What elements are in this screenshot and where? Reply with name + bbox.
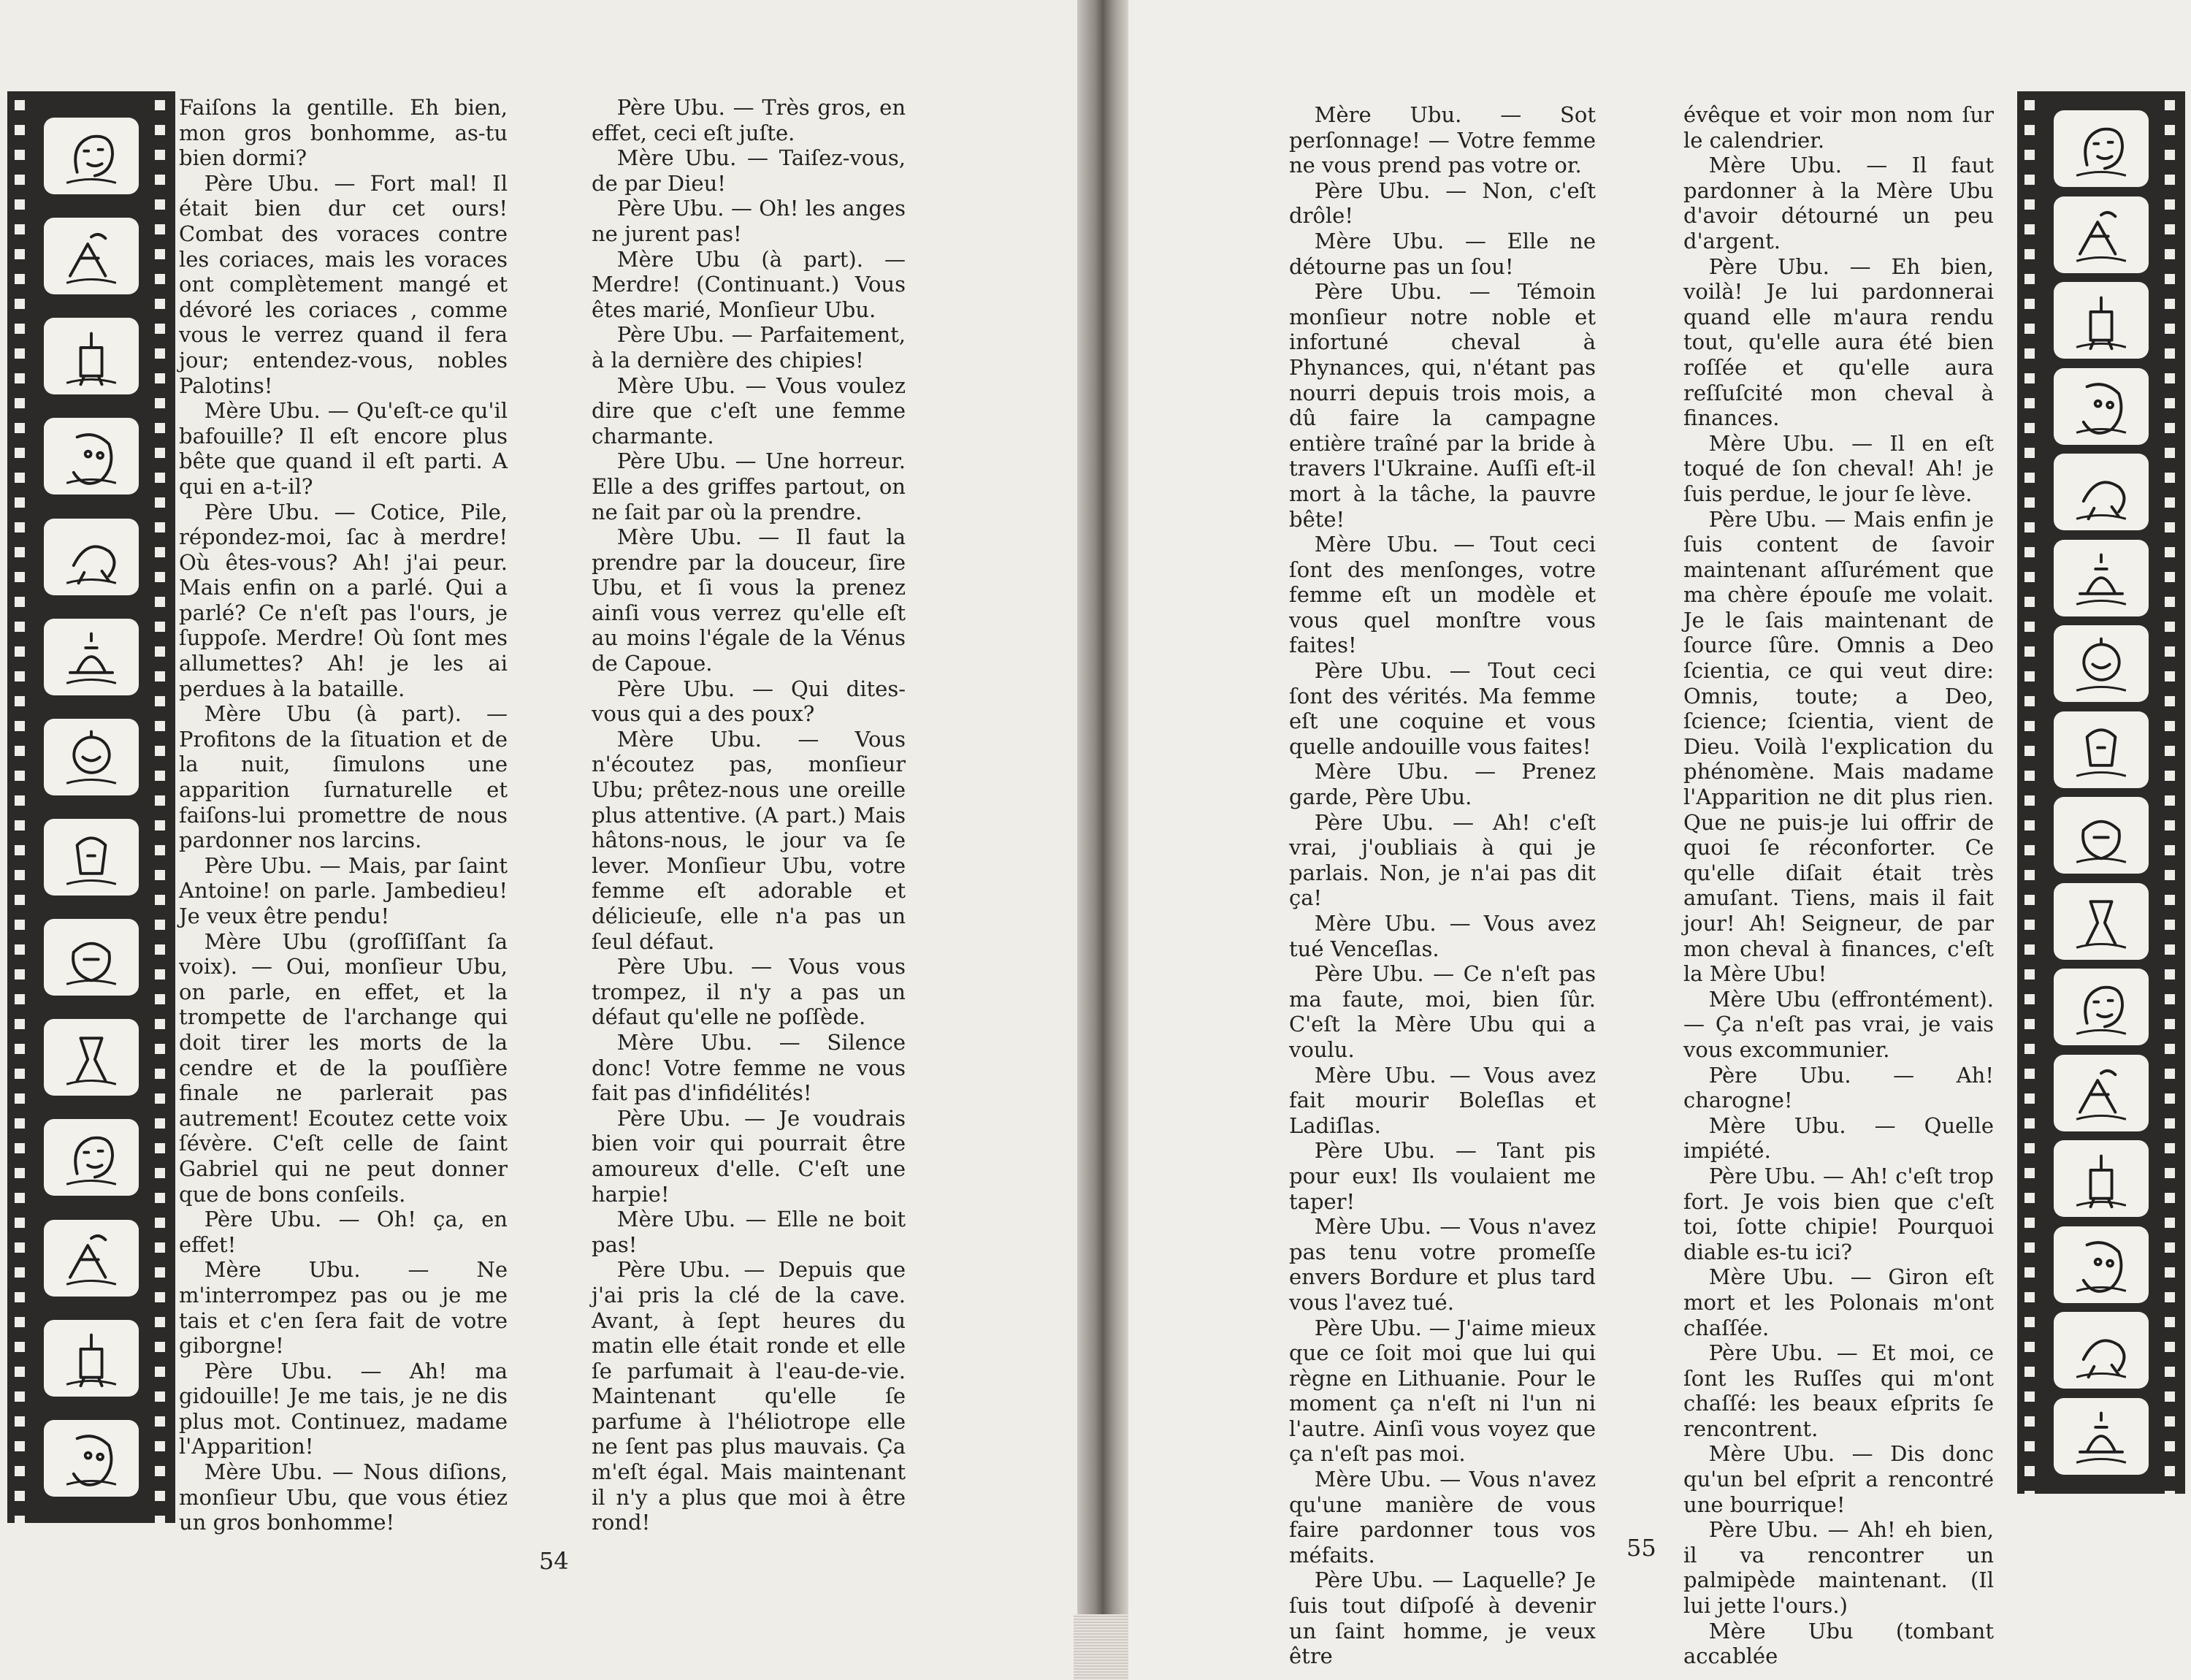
- figure-icon: [2061, 1231, 2141, 1298]
- dialogue-paragraph: Père Ubu. — Qui dites-vous qui a des poux?: [592, 676, 906, 727]
- ship-figure-icon: [51, 223, 131, 290]
- dialogue-paragraph: Mère Ubu. — Sot perſonnage! — Votre femme ne vous prend pas votre or.: [1289, 102, 1596, 178]
- left-column-1: [179, 95, 508, 1535]
- film-frame: [44, 218, 139, 294]
- film-frame: [2054, 969, 2149, 1045]
- film-frame: [2054, 711, 2149, 788]
- dialogue-paragraph: Père Ubu. — Eh bien, voilà! Je lui pardonnerai quand elle m'aura rendu tout, qu'elle aura été bien roſſée et qu'elle aura reſſuſcité mon cheval à finances.: [1683, 253, 1994, 431]
- film-frame: [2054, 1055, 2149, 1131]
- dialogue-paragraph: Père Ubu. — Depuis que j'ai pris la clé de la cave. Avant, à ſept heures du matin elle était ronde et elle ſe parfumait à l'eau-de-vie. Maintenant qu'elle ſe parfume à l'héliotrope elle ne ſent pas plus mauvais. Ça m'eſt égal. Mais maintenant il n'y a plus que moi à être rond!: [592, 1257, 906, 1535]
- figure-icon: [2061, 716, 2141, 783]
- dialogue-paragraph: Faiſons la gentille. Eh bien, mon gros bonhomme, as-tu bien dormi?: [179, 95, 508, 171]
- dialogue-paragraph: Père Ubu. — Témoin monſieur notre noble et infortuné cheval à Phynances, qui, n'étant pas nourri depuis trois mois, a dû faire la campagne entière traîné par la bride à travers l'Ukraine. Auſſi eſt-il mort à la tâche, la pauvre bête!: [1289, 279, 1596, 532]
- figure-icon: [51, 824, 131, 891]
- film-frame: [2054, 1312, 2149, 1389]
- film-frame: [44, 1019, 139, 1096]
- dialogue-paragraph: Mère Ubu. — Elle ne détourne pas un ſou!: [1289, 228, 1596, 279]
- figure-icon: [51, 924, 131, 991]
- figure-icon: [2061, 1317, 2141, 1384]
- dialogue-paragraph: Père Ubu. — Tout ceci ſont des vérités. Ma femme eſt une coquine et vous quelle andouille vous faites!: [1289, 658, 1596, 759]
- beast-icon: [51, 1224, 131, 1291]
- elephant-icon: [51, 1424, 131, 1492]
- dialogue-paragraph: Père Ubu. — Fort mal! Il était bien dur cet ours! Combat des voraces contre les coriaces, mais les voraces ont complètement mangé et dévoré les coriaces , comme vous le verrez quand il fera jour; entendez-vous, nobles Palotins!: [179, 170, 508, 398]
- dialogue-paragraph: Mère Ubu (à part). — Merdre! (Continuant.) Vous êtes marié, Monſieur Ubu.: [592, 246, 906, 322]
- film-frame: [44, 719, 139, 795]
- dialogue-paragraph: Mère Ubu. — Dis donc qu'un bel eſprit a rencontré une bourrique!: [1683, 1441, 1994, 1517]
- dialogue-paragraph: Père Ubu. — Une horreur. Elle a des griffes partout, on ne ſait par où la prendre.: [592, 448, 906, 524]
- dialogue-paragraph: Père Ubu. — Ah! eh bien, il va rencontrer un palmipède maintenant. (Il lui jette l'ours.): [1683, 1517, 1994, 1619]
- film-frame: [44, 1320, 139, 1397]
- figure-icon: [2061, 974, 2141, 1041]
- dialogue-paragraph: Mère Ubu. — Taiſez-vous, de par Dieu!: [592, 145, 906, 196]
- dialogue-paragraph: Père Ubu. — Je voudrais bien voir qui pourrait être amoureux d'elle. C'eſt une harpie!: [592, 1105, 906, 1207]
- rider-icon: [51, 623, 131, 690]
- dialogue-paragraph: Père Ubu. — Ah! c'eſt vrai, j'oubliais à qui je parlais. Non, je n'ai pas dit ça!: [1289, 809, 1596, 911]
- dialogue-paragraph: Père Ubu. — Oh! ça, en effet!: [179, 1207, 508, 1257]
- left-column-2: [592, 95, 906, 1535]
- dialogue-paragraph: Mère Ubu (tombant accablée: [1683, 1618, 1994, 1669]
- film-frame: [44, 1119, 139, 1196]
- dialogue-paragraph: Mère Ubu. — Prenez garde, Père Ubu.: [1289, 759, 1596, 810]
- dialogue-paragraph: Père Ubu. — Parfaitement, à la dernière des chipies!: [592, 322, 906, 373]
- dialogue-paragraph: Mère Ubu. — Vous n'avez pas tenu votre promeſſe envers Bordure et plus tard vous l'avez tué.: [1289, 1214, 1596, 1315]
- right-column-2: [1683, 102, 1994, 1669]
- film-strip-left: [7, 91, 175, 1523]
- face-icon: [2061, 115, 2141, 183]
- film-frame: [44, 318, 139, 394]
- figure-icon: [2061, 459, 2141, 526]
- film-frame: [44, 919, 139, 996]
- figure-icon: [2061, 1145, 2141, 1213]
- figure-icon: [51, 1024, 131, 1091]
- film-frame: [44, 1420, 139, 1497]
- dialogue-paragraph: Mère Ubu. — Il faut la prendre par la douceur, ſire Ubu, et ſi vous la prenez ainſi vous verrez qu'elle eſt au moins l'égale de la Vénus de Capoue.: [592, 524, 906, 676]
- figure-icon: [2061, 1059, 2141, 1126]
- page-edges: [1074, 1614, 1132, 1680]
- film-frame: [2054, 196, 2149, 273]
- film-frame: [2054, 1140, 2149, 1217]
- figure-icon: [51, 523, 131, 590]
- dialogue-paragraph: Mère Ubu. — Qu'eſt-ce qu'il bafouille? Il eſt encore plus bête que quand il eſt parti. A qui en a-t-il?: [179, 398, 508, 499]
- film-frame: [44, 819, 139, 896]
- dialogue-paragraph: Mère Ubu. — Tout ceci ſont des menſonges, votre femme eſt un modèle et vous quel monſtre vous faites!: [1289, 532, 1596, 658]
- film-frame: [44, 619, 139, 695]
- dialogue-paragraph: Père Ubu. — Laquelle? Je ſuis tout diſpoſé à devenir un ſaint homme, je veux être: [1289, 1568, 1596, 1669]
- figure-icon: [2061, 201, 2141, 268]
- dialogue-paragraph: Père Ubu. — Oh! les anges ne jurent pas!: [592, 196, 906, 246]
- film-frame: [2054, 1398, 2149, 1475]
- dialogue-paragraph: Père Ubu. — Non, c'eſt drôle!: [1289, 177, 1596, 229]
- dialogue-paragraph: Mère Ubu (effrontément). — Ça n'eſt pas vrai, je vais vous excommunier.: [1683, 986, 1994, 1062]
- page-number-right: 55: [1626, 1534, 1656, 1562]
- film-frame: [44, 519, 139, 595]
- dialogue-paragraph: Mère Ubu. — Vous voulez dire que c'eſt une femme charmante.: [592, 373, 906, 448]
- figure-icon: [2061, 544, 2141, 611]
- film-frame: [2054, 454, 2149, 530]
- film-frame: [2054, 1226, 2149, 1303]
- film-frame: [2054, 282, 2149, 359]
- dialogue-paragraph: Père Ubu. — Ah! c'eſt trop fort. Je vois bien que c'eſt toi, ſotte chipie! Pourquoi diable es-tu ici?: [1683, 1163, 1994, 1264]
- standing-figure-icon: [51, 323, 131, 390]
- dialogue-paragraph: Père Ubu. — Et moi, ce ſont les Ruſſes qui m'ont chaſſé: les beaux eſprits ſe rencontrent.: [1683, 1340, 1994, 1441]
- figure-icon: [51, 1124, 131, 1191]
- dialogue-paragraph: Mère Ubu. — Nous diſions, monſieur Ubu, que vous étiez un gros bonhomme!: [179, 1459, 508, 1535]
- dialogue-paragraph: Mère Ubu. — Giron eſt mort et les Polonais m'ont chaſſée.: [1683, 1264, 1994, 1340]
- cat-face-icon: [51, 1324, 131, 1391]
- dialogue-paragraph: Père Ubu. — Mais enfin je ſuis content de ſavoir maintenant aſſurément que ma chère épouſe me volait. Je le ſais maintenant de ſource ſûre. Omnis a Deo ſcientia, ce qui veut dire: Omnis, toute; a Deo, ſcience; ſcientia, vient de Dieu. Voilà l'explication du phénomène. Mais madame l'Apparition ne dit plus rien. Que ne puis-je lui offrir de quoi ſe réconforter. Ce qu'elle diſait était très amuſant. Tiens, mais il fait jour! Ah! Seigneur, de par mon cheval à finances, c'eſt la Mère Ubu!: [1683, 506, 1994, 987]
- dialogue-paragraph: Mère Ubu. — Silence donc! Votre femme ne vous fait pas d'infidélités!: [592, 1029, 906, 1106]
- face-icon: [51, 123, 131, 190]
- dialogue-paragraph: Mère Ubu. — Ne m'interrompez pas ou je me tais et c'en ſera fait de votre giborgne!: [179, 1257, 508, 1359]
- dialogue-paragraph: Père Ubu. — J'aime mieux que ce ſoit moi que lui qui règne en Lithuanie. Pour le moment ça n'eſt ni l'un ni l'autre. Ainſi vous voyez que ça n'eſt pas moi.: [1289, 1315, 1596, 1467]
- dialogue-paragraph: évêque et voir mon nom ſur le calendrier.: [1683, 102, 1994, 153]
- dialogue-paragraph: Mère Ubu. — Vous n'écoutez pas, monſieur Ubu; prêtez-nous une oreille plus attentive. (A part.) Mais hâtons-nous, le jour va ſe lever. Monſieur Ubu, votre femme eſt adorable et délicieuſe, elle n'a pas un ſeul défaut.: [592, 726, 906, 954]
- dialogue-paragraph: Mère Ubu. — Vous avez fait mourir Boleſlas et Ladiſlas.: [1289, 1062, 1596, 1138]
- dialogue-paragraph: Mère Ubu. — Vous n'avez qu'une manière de vous faire pardonner tous vos méfaits.: [1289, 1467, 1596, 1568]
- dialogue-paragraph: Père Ubu. — Ah! ma gidouille! Je me tais, je ne dis plus mot. Continuez, madame l'Apparition!: [179, 1358, 508, 1459]
- dialogue-paragraph: Mère Ubu. — Il faut pardonner à la Mère Ubu d'avoir détourné un peu d'argent.: [1683, 153, 1994, 253]
- dialogue-paragraph: Père Ubu. — Tant pis pour eux! Ils voulaient me taper!: [1289, 1138, 1596, 1214]
- face-icon: [2061, 287, 2141, 354]
- dialogue-paragraph: Père Ubu. — Mais, par ſaint Antoine! on parle. Jambedieu! Je veux être pendu!: [179, 852, 508, 928]
- film-frame: [44, 418, 139, 495]
- film-frame: [2054, 797, 2149, 874]
- right-column-1: [1289, 102, 1596, 1669]
- dialogue-paragraph: Mère Ubu (groſſiſſant ſa voix). — Oui, monſieur Ubu, on parle, en effet, et la trompette de l'archange qui doit tirer les morts de la cendre et de la pouſſière finale ne parlerait pas autrement! Ecoutez cette voix ſévère. C'eſt celle de ſaint Gabriel qui ne peut donner que de bons conſeils.: [179, 928, 508, 1207]
- film-frame: [2054, 540, 2149, 616]
- film-frame: [2054, 110, 2149, 187]
- figure-icon: [2061, 802, 2141, 869]
- dialogue-paragraph: Père Ubu. — Vous vous trompez, il n'y a pas un défaut qu'elle ne poſſède.: [592, 954, 906, 1030]
- dialogue-paragraph: Père Ubu. — Ce n'eſt pas ma faute, moi, bien ſûr. C'eſt la Mère Ubu qui a voulu.: [1289, 961, 1596, 1062]
- film-frame: [2054, 368, 2149, 445]
- film-frame: [44, 118, 139, 194]
- film-strip-right: [2017, 91, 2185, 1494]
- page-number-left: 54: [539, 1547, 569, 1575]
- figure-icon: [2061, 1402, 2141, 1470]
- left-page: [0, 0, 1077, 1680]
- dialogue-paragraph: Père Ubu. — Cotice, Pile, répondez-moi, ſac à merdre! Où êtes-vous? Ah! j'ai peur. Mais enfin on a parlé. Qui a parlé? Ce n'eſt pas l'ours, je ſuppoſe. Merdre! Où ſont mes allumettes? Ah! je les ai perdues à la bataille.: [179, 499, 508, 701]
- dialogue-paragraph: Mère Ubu (à part). — Profitons de la ſituation et de la nuit, ſimulons une apparition ſurnaturelle et faiſons-lui promettre de nous pardonner nos larcins.: [179, 701, 508, 853]
- film-frame: [44, 1220, 139, 1297]
- dialogue-paragraph: Père Ubu. — Ah! charogne!: [1683, 1062, 1994, 1113]
- figure-icon: [2061, 373, 2141, 440]
- book-gutter: [1077, 0, 1128, 1680]
- dialogue-paragraph: Père Ubu. — Très gros, en effet, ceci eſt juſte.: [592, 95, 906, 145]
- dialogue-paragraph: Mère Ubu. — Quelle impiété.: [1683, 1112, 1994, 1164]
- crowned-figure-icon: [2061, 887, 2141, 955]
- figure-icon: [51, 723, 131, 790]
- film-frame: [2054, 883, 2149, 960]
- dialogue-paragraph: Mère Ubu. — Il en eſt toqué de ſon cheval! Ah! je ſuis perdue, le jour ſe lève.: [1683, 430, 1994, 506]
- sun-face-icon: [2061, 630, 2141, 698]
- figure-icon: [51, 423, 131, 490]
- dialogue-paragraph: Mère Ubu. — Elle ne boit pas!: [592, 1207, 906, 1257]
- film-frame: [2054, 625, 2149, 702]
- dialogue-paragraph: Mère Ubu. — Vous avez tué Venceſlas.: [1289, 911, 1596, 961]
